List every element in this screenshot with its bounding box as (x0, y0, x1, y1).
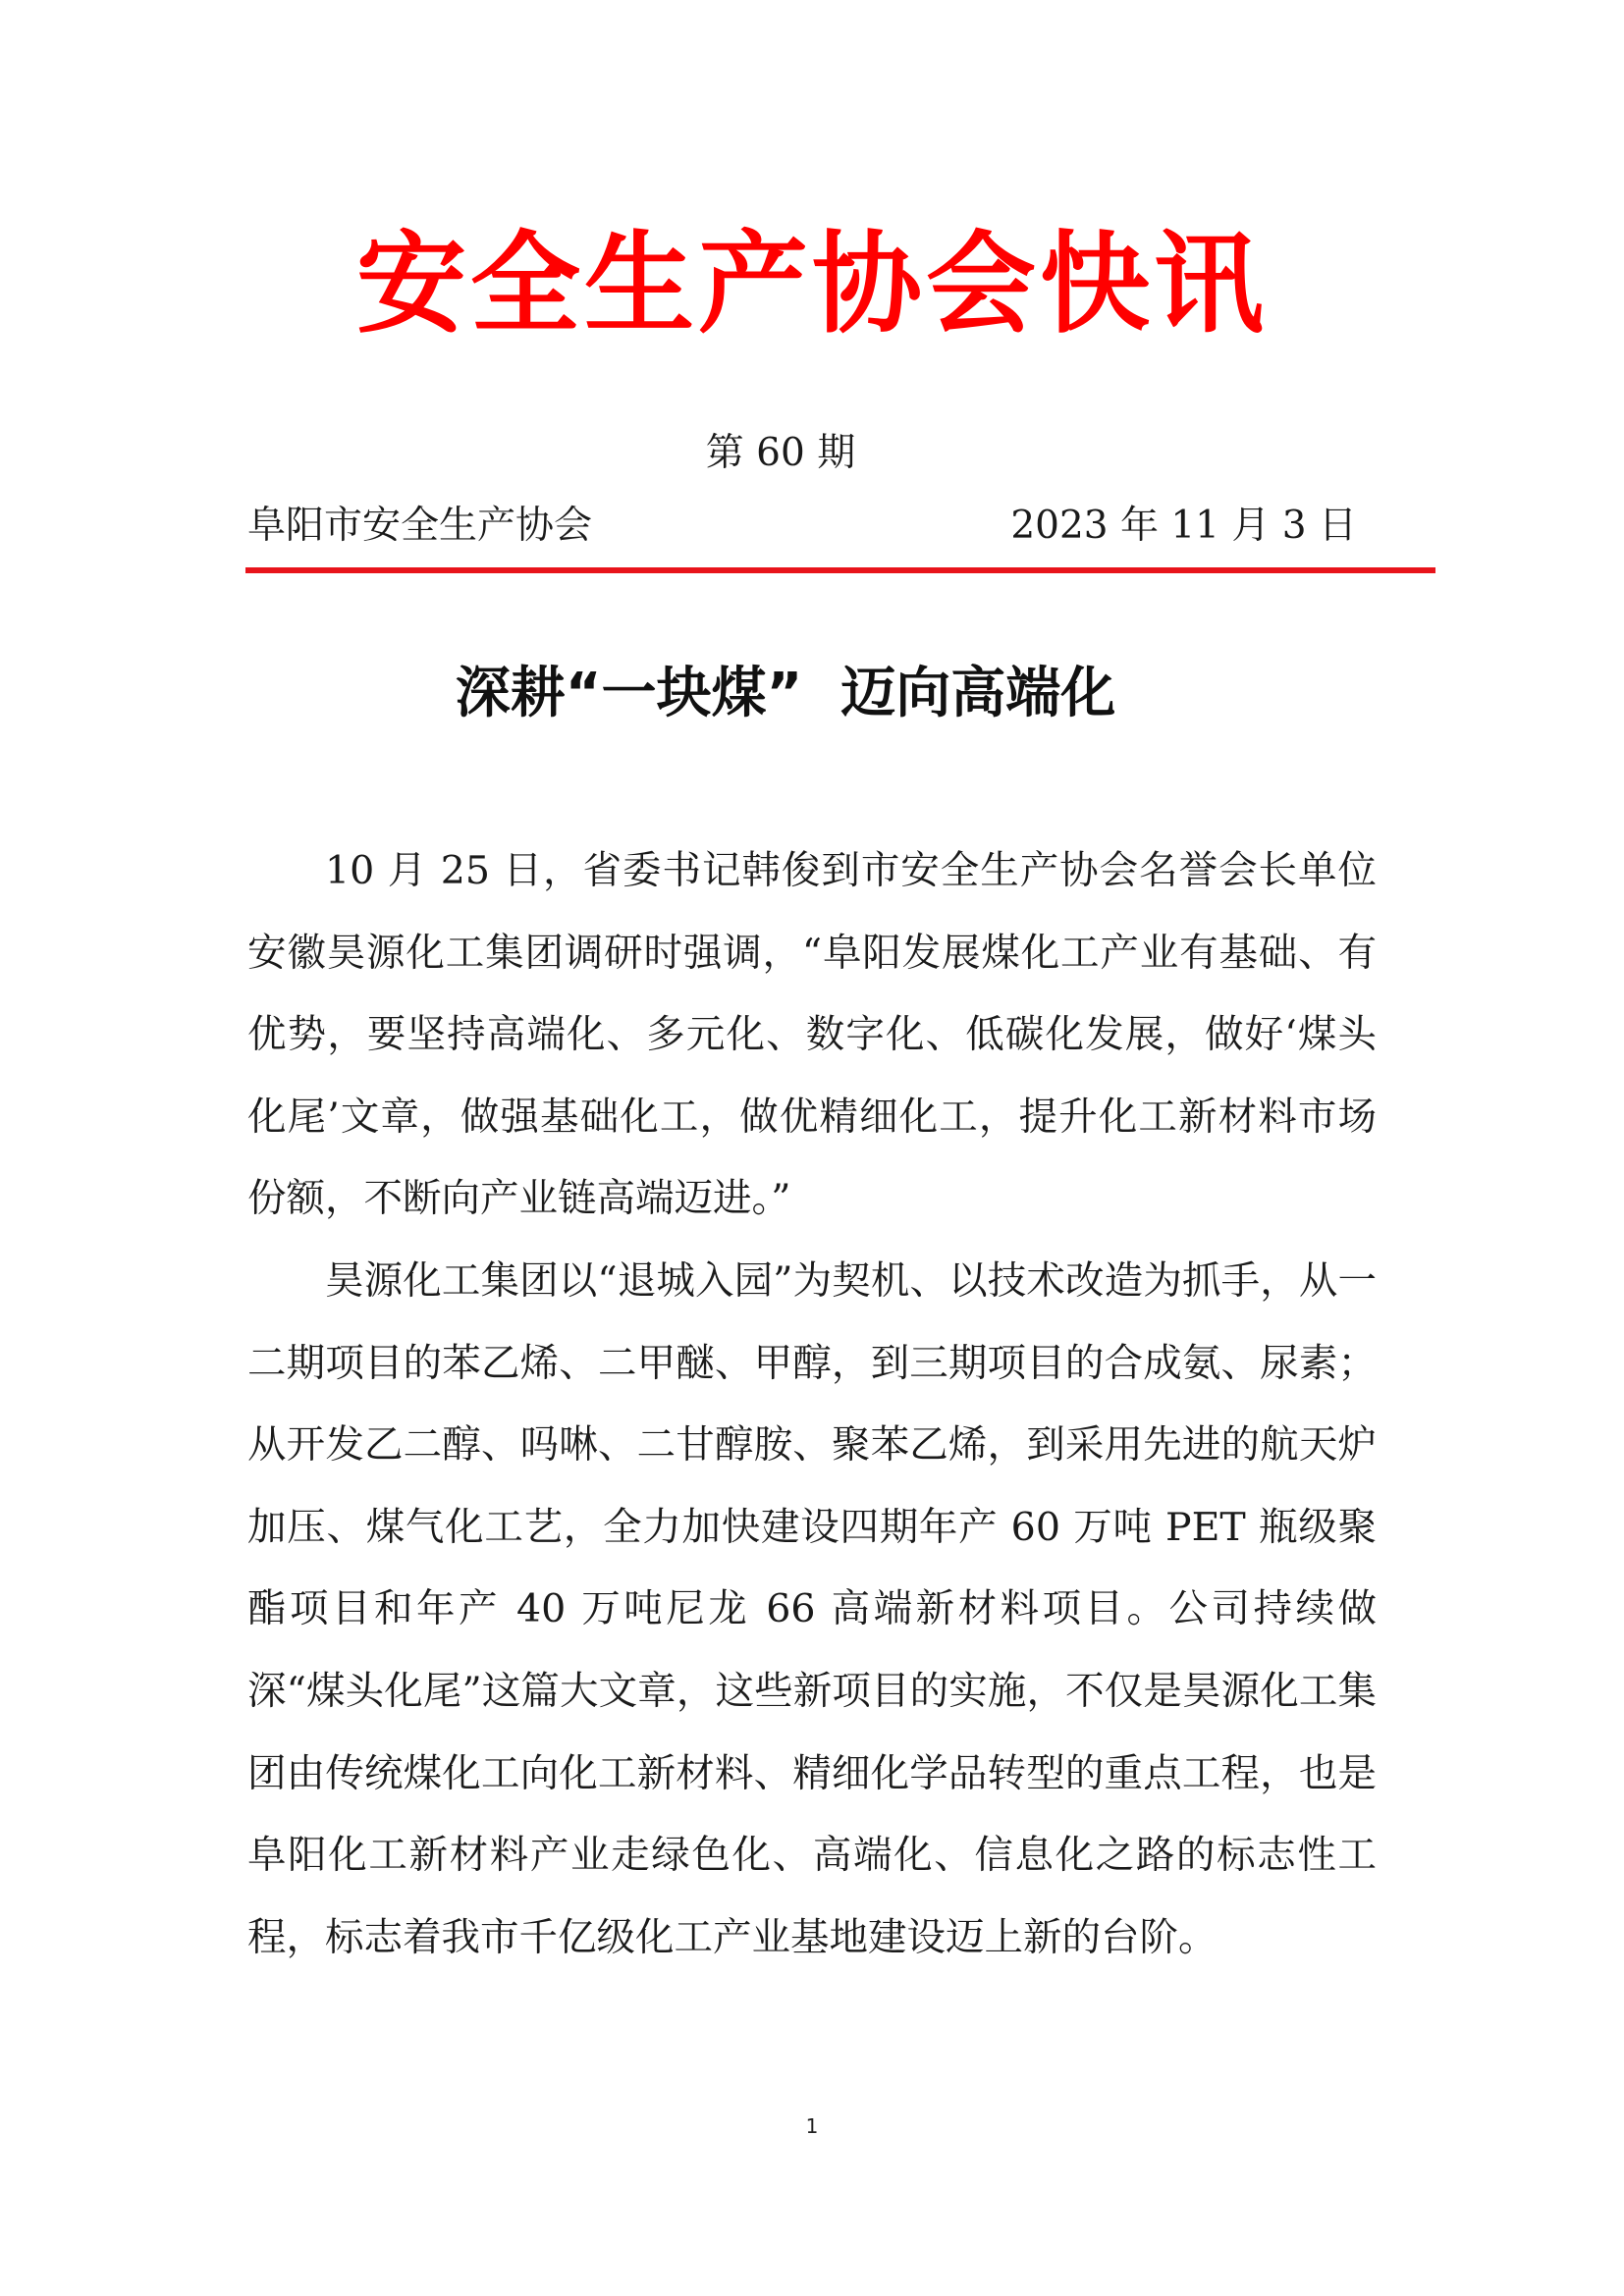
article-paragraph: 昊源化工集团以“退城入园”为契机、以技术改造为抓手，从一二期项目的苯乙烯、二甲醚、甲醇，到三期项目的合成氨、尿素；从开发乙二醇、吗啉、二甘醇胺、聚苯乙烯，到采用先进的航天炉加压、煤气化工艺，全力加快建设四期年产 60 万吨 PET 瓶级聚酯项目和年产 40 万吨尼龙 66 高端新材料项目。公司持续做深“煤头化尾”这篇大文章，这些新项目的实施，不仅是昊源化工集团由传统煤化工向化工新材料、精细化学品转型的重点工程，也是阜阳化工新材料产业走绿色化、高端化、信息化之路的标志性工程，标志着我市千亿级化工产业基地建设迈上新的台阶。 (247, 1257, 1377, 1960)
header-divider (245, 567, 1435, 573)
article-title: 深耕“一块煤” 迈向高端化 (455, 662, 1116, 725)
organization-name: 阜阳市安全生产协会 (247, 504, 593, 548)
article-paragraph: 10 月 25 日，省委书记韩俊到市安全生产协会名誉会长单位安徽昊源化工集团调研时强调，“阜阳发展煤化工产业有基础、有优势，要坚持高端化、多元化、数字化、低碳化发展，做好‘煤头化尾’文章，做强基础化工，做优精细化工，提升化工新材料市场份额，不断向产业链高端迈进。” (247, 848, 1377, 1222)
publication-date: 2023 年 11 月 3 日 (1010, 504, 1357, 548)
page-number: 1 (805, 2114, 819, 2138)
header-info-line (247, 499, 1357, 554)
masthead-title: 安全生产协会快讯 (356, 220, 1268, 348)
issue-number: 第 60 期 (705, 431, 856, 475)
article-body (247, 830, 1377, 1979)
